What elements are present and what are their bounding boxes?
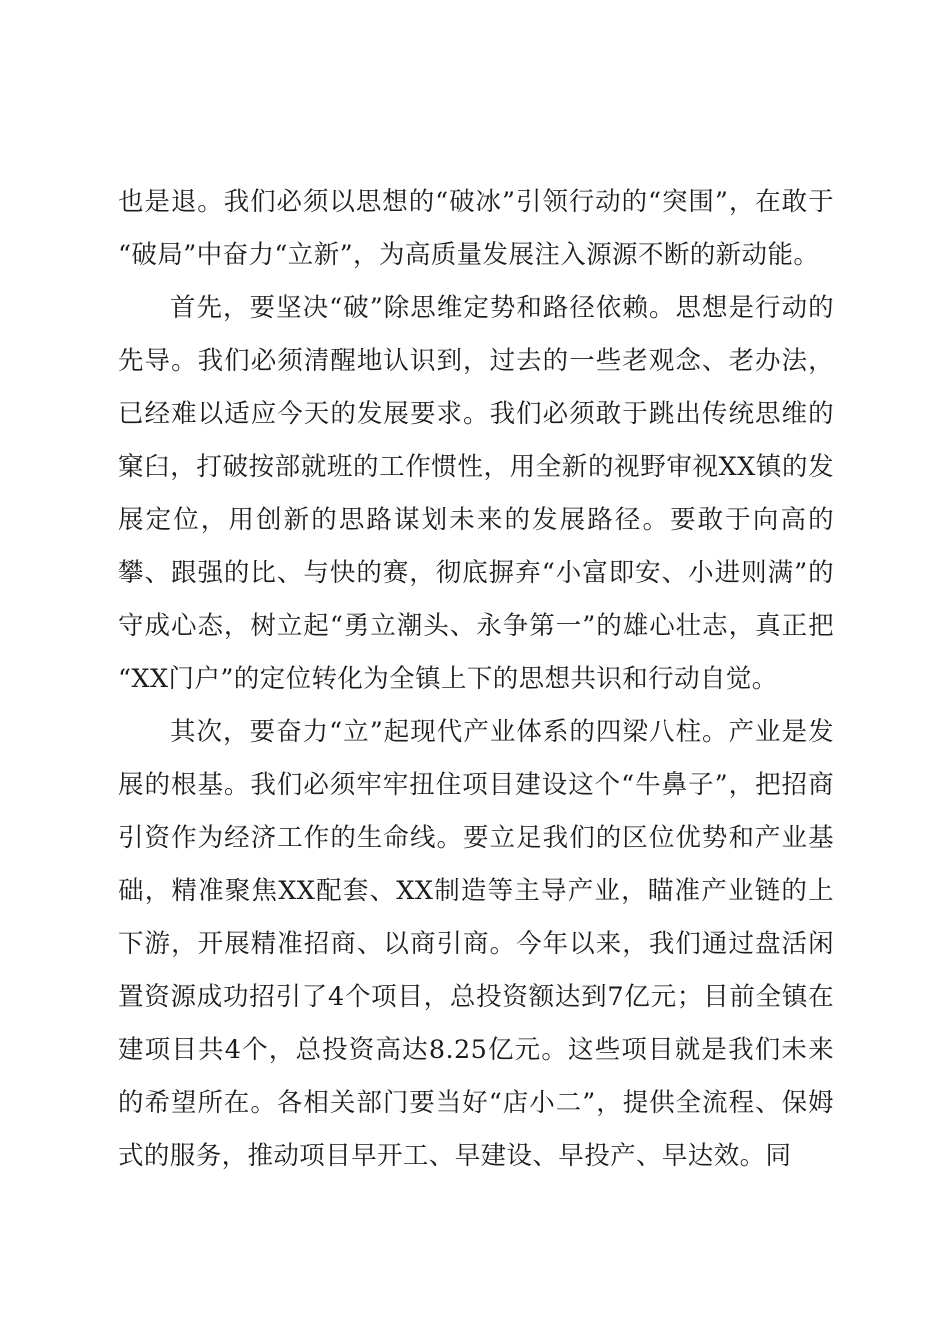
document-body [118,176,834,1183]
paragraph-continuation: 也是退。我们必须以思想的“破冰”引领行动的“突围”，在敢于“破局”中奋力“立新”，为高质量发展注入源源不断的新动能。 [118,187,834,270]
paragraph-first-point: 首先，要坚决“破”除思维定势和路径依赖。思想是行动的先导。我们必须清醒地认识到，过去的一些老观念、老办法，已经难以适应今天的发展要求。我们必须敢于跳出传统思维的窠臼，打破按部就班的工作惯性，用全新的视野审视XX镇的发展定位，用创新的思路谋划未来的发展路径。要敢于向高的攀、跟强的比、与快的赛，彻底摒弃“小富即安、小进则满”的守成心态，树立起“勇立潮头、永争第一”的雄心壮志，真正把“XX门户”的定位转化为全镇上下的思想共识和行动自觉。 [118,293,834,694]
paragraph-second-point: 其次，要奋力“立”起现代产业体系的四梁八柱。产业是发展的根基。我们必须牢牢扭住项目建设这个“牛鼻子”，把招商引资作为经济工作的生命线。要立足我们的区位优势和产业基础，精准聚焦XX配套、XX制造等主导产业，瞄准产业链的上下游，开展精准招商、以商引商。今年以来，我们通过盘活闲置资源成功招引了4个项目，总投资额达到7亿元；目前全镇在建项目共4个，总投资高达8.25亿元。这些项目就是我们未来的希望所在。各相关部门要当好“店小二”，提供全流程、保姆式的服务，推动项目早开工、早建设、早投产、早达效。同 [118,717,834,1171]
